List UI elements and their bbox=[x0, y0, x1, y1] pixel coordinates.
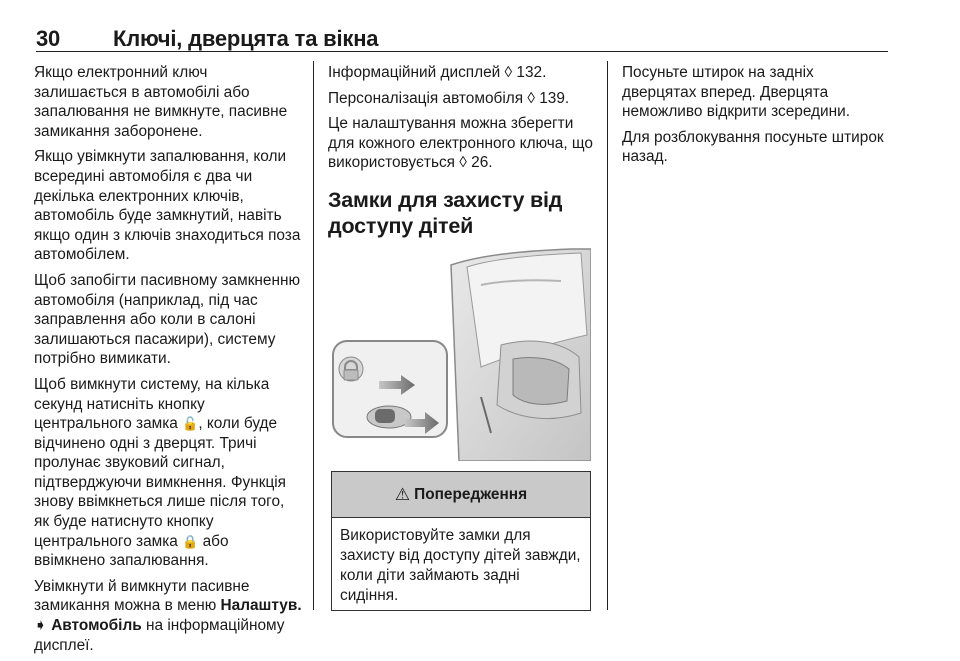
header-rule bbox=[36, 51, 888, 52]
cross-reference: Інформаційний дисплей ◊ 132. bbox=[328, 64, 547, 81]
column-1 bbox=[34, 63, 302, 661]
page-header bbox=[36, 28, 888, 50]
paragraph: Якщо увімкнути запалювання, коли всередині автомобіля є два чи декілька електронних ключів, автомобіль буде замкнутий, навіть якщо один з ключів знаходиться поза автомобілем. bbox=[34, 148, 301, 264]
menu-arrow-icon: ➧ bbox=[34, 617, 47, 635]
lock-icon: 🔒 bbox=[182, 533, 199, 549]
column-divider-2 bbox=[607, 61, 608, 610]
warning-title: Попередження bbox=[414, 485, 528, 503]
warning-header bbox=[332, 472, 590, 518]
paragraph bbox=[34, 577, 302, 655]
warning-text: Використовуйте замки для захисту від доступу дітей завжди, коли діти займають задні сидіння. bbox=[340, 527, 581, 604]
text-run: Увімкнути й вимкнути пасивне замикання можна в меню bbox=[34, 577, 250, 615]
paragraph: Посуньте штирок на задніх дверцятах вперед. Дверцята неможливо відкрити зсередини. bbox=[622, 64, 850, 121]
warning-box bbox=[331, 471, 591, 611]
text-run: , коли буде відчинено одні з дверцят. Тричі пролунає звуковий сигнал, підтверджуючи вимкнення. Функція знову ввімкнеться лише після того, як буде натиснуто кнопку центрального замка bbox=[34, 415, 287, 550]
column-3 bbox=[622, 63, 890, 173]
text-run: Щоб вимкнути систему, на кілька секунд натисніть кнопку центрального замка bbox=[34, 375, 270, 433]
cross-reference: Персоналізація автомобіля ◊ 139. bbox=[328, 89, 570, 107]
menu-name-vehicle: Автомобіль bbox=[51, 617, 142, 635]
section-heading: Замки для захисту від доступу дітей bbox=[328, 187, 563, 238]
text-run: на інформаційному дисплеї. bbox=[34, 617, 285, 654]
paragraph: Для розблокування посуньте штирок назад. bbox=[622, 128, 884, 166]
unlock-icon: 🔓 bbox=[182, 416, 199, 432]
column-divider-1 bbox=[313, 61, 314, 610]
page-title: Ключі, дверцята та вікна bbox=[113, 26, 379, 51]
menu-name-settings: Налаштув. bbox=[220, 597, 302, 615]
paragraph: Щоб запобігти пасивному замкненню автомобіля (наприклад, під час заправлення або коли в салоні залишаються пасажири), систему потрібно вимикати. bbox=[34, 271, 301, 368]
paragraph: Якщо електронний ключ залишається в автомобілі або запалювання не вимкнуте, пасивне замикання заборонене. bbox=[34, 64, 288, 140]
column-2 bbox=[328, 63, 596, 249]
child-lock-illustration bbox=[331, 245, 591, 461]
text-run: або ввімкнено запалювання. bbox=[34, 532, 229, 570]
paragraph bbox=[34, 375, 302, 571]
warning-icon: ⚠ bbox=[394, 484, 411, 504]
paragraph: Це налаштування можна зберегти для кожного електронного ключа, що використовується ◊ 26. bbox=[328, 115, 593, 172]
page-number: 30 bbox=[36, 26, 61, 51]
